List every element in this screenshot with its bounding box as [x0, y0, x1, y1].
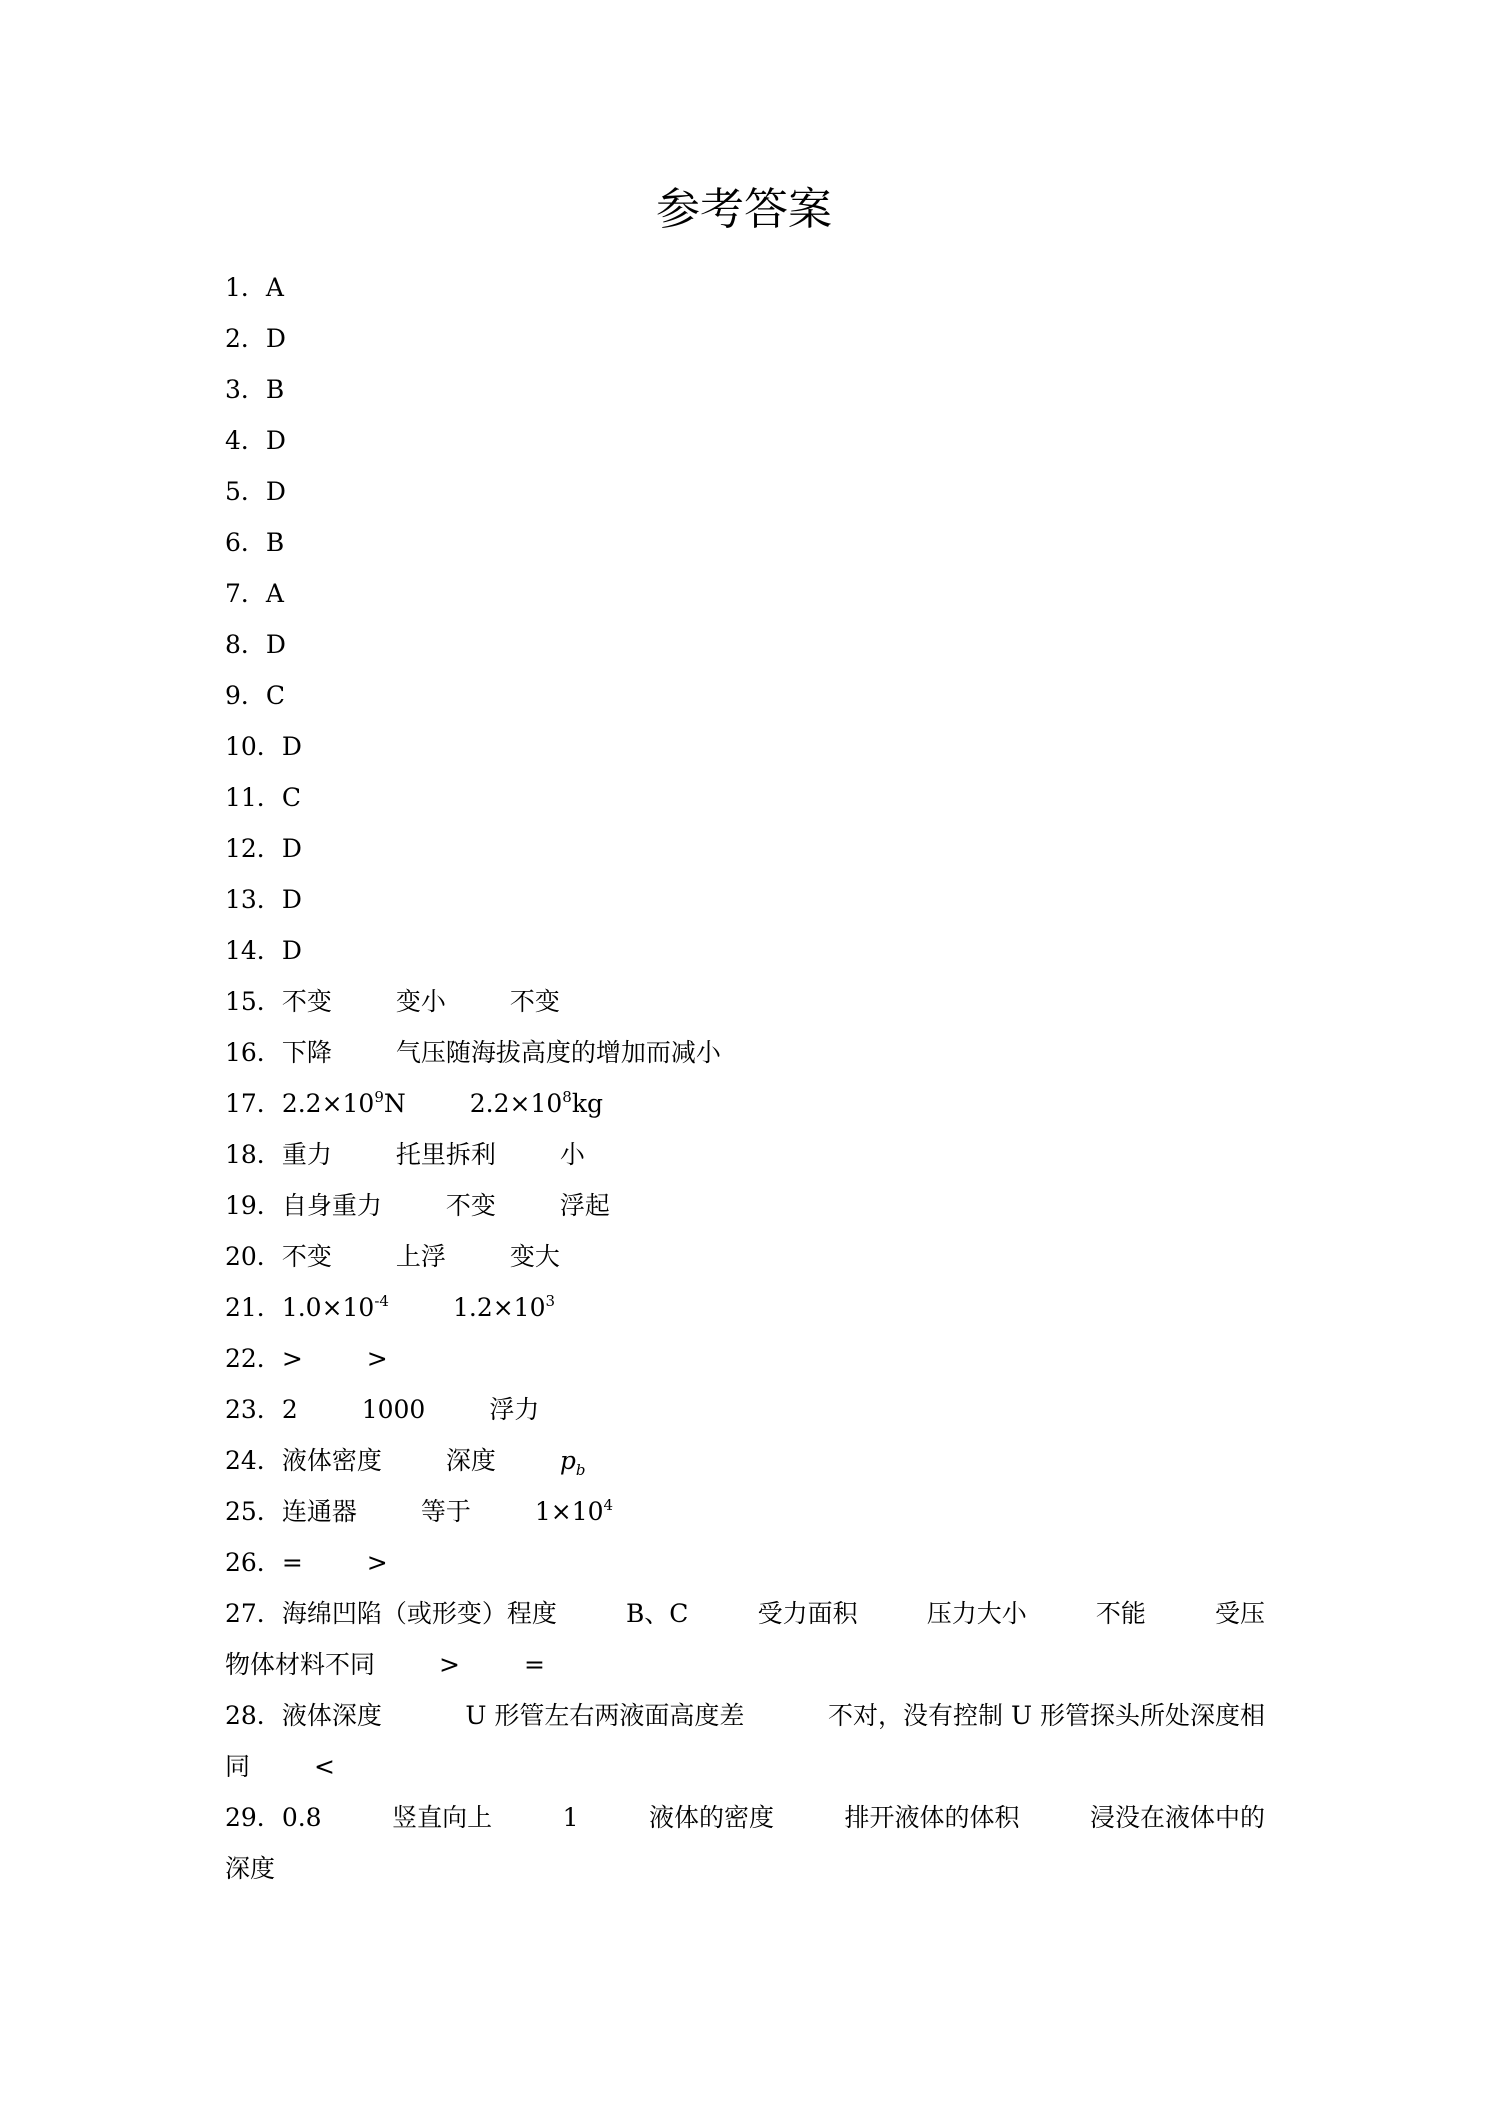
answer-number: 3． — [225, 375, 266, 404]
answer-value: 1000 — [361, 1395, 426, 1424]
answer-number: 17． — [225, 1089, 282, 1118]
answer-value: 连通器 — [281, 1497, 357, 1526]
answer-value: 深度 — [445, 1446, 496, 1475]
answer-15 — [225, 976, 1265, 1027]
answer-value: D — [265, 426, 286, 455]
answer-value: > — [439, 1650, 460, 1679]
answer-26 — [225, 1537, 1265, 1588]
answer-19 — [225, 1180, 1265, 1231]
answer-value: 受压 — [1214, 1599, 1265, 1628]
answer-2 — [225, 313, 1265, 364]
answer-first-segment — [225, 1588, 557, 1639]
answer-value: 托里拆利 — [395, 1140, 496, 1169]
answer-number: 18． — [225, 1140, 282, 1169]
answer-value-base: 1.2×10 — [452, 1293, 546, 1322]
answer-value: B、C — [625, 1599, 689, 1628]
answer-value: 上浮 — [395, 1242, 446, 1271]
answer-value: 液体的密度 — [648, 1803, 774, 1832]
answer-29 — [225, 1792, 1265, 1894]
answer-value-symbol: p — [559, 1446, 576, 1475]
answer-value: 气压随海拔高度的增加而减小 — [395, 1038, 721, 1067]
answer-value-base: 2.2×10 — [281, 1089, 375, 1118]
answer-11 — [225, 772, 1265, 823]
answer-first-segment — [225, 1792, 322, 1843]
answer-22 — [225, 1333, 1265, 1384]
answer-number: 8． — [225, 630, 266, 659]
answer-value: D — [265, 477, 286, 506]
answer-value: 物体材料不同 — [225, 1650, 376, 1679]
answer-number: 13． — [225, 885, 282, 914]
answer-value-base: 2.2×10 — [469, 1089, 563, 1118]
answer-number: 27． — [225, 1599, 282, 1628]
answer-23 — [225, 1384, 1265, 1435]
answer-value: 2 — [281, 1395, 298, 1424]
answer-number: 9． — [225, 681, 266, 710]
answer-value: = — [281, 1548, 303, 1577]
answer-value — [535, 1486, 613, 1537]
answer-number: 7． — [225, 579, 266, 608]
answer-4 — [225, 415, 1265, 466]
answer-value: D — [281, 834, 302, 863]
answer-27 — [225, 1588, 1265, 1690]
answer-value: 同 — [225, 1752, 251, 1781]
answer-value-unit: kg — [571, 1089, 603, 1118]
answer-number: 26． — [225, 1548, 282, 1577]
answer-number: 25． — [225, 1497, 282, 1526]
answer-value-exponent: 4 — [603, 1496, 614, 1514]
answer-value — [453, 1282, 555, 1333]
answer-number: 23． — [225, 1395, 282, 1424]
answer-value-base: 1×10 — [534, 1497, 604, 1526]
answer-value: > — [366, 1548, 388, 1577]
answer-value: A — [265, 273, 284, 302]
answer-value-subscript: b — [575, 1461, 586, 1479]
answer-7 — [225, 568, 1265, 619]
answer-5 — [225, 466, 1265, 517]
answer-value: = — [523, 1650, 545, 1679]
answer-value: 等于 — [420, 1497, 471, 1526]
answer-value: 0.8 — [281, 1803, 322, 1832]
answer-value: 小 — [559, 1140, 585, 1169]
answer-value: 不对，没有控制 U 形管探头所处深度相 — [828, 1701, 1265, 1730]
answer-value — [282, 1282, 389, 1333]
answer-number: 21． — [225, 1293, 282, 1322]
answer-17 — [225, 1078, 1265, 1129]
answer-number: 22． — [225, 1344, 282, 1373]
answer-1 — [225, 262, 1265, 313]
answer-number: 5． — [225, 477, 266, 506]
answer-value: 1 — [562, 1803, 579, 1832]
answer-value: 竖直向上 — [392, 1803, 493, 1832]
answer-21 — [225, 1282, 1265, 1333]
answer-value — [560, 1435, 586, 1486]
answer-first-segment — [225, 1690, 382, 1741]
answer-value: 液体深度 — [281, 1701, 382, 1730]
answer-number: 2． — [225, 324, 266, 353]
answer-value: 排开液体的体积 — [844, 1803, 1020, 1832]
answer-value: > — [366, 1344, 388, 1373]
answer-value: D — [281, 936, 302, 965]
answer-value-unit: N — [383, 1089, 406, 1118]
answer-20 — [225, 1231, 1265, 1282]
answer-18 — [225, 1129, 1265, 1180]
answer-number: 15． — [225, 987, 282, 1016]
answer-value: 液体密度 — [281, 1446, 382, 1475]
answer-value: 变小 — [395, 987, 446, 1016]
answer-8 — [225, 619, 1265, 670]
answer-value: 不变 — [509, 987, 560, 1016]
answer-value: 浮力 — [489, 1395, 540, 1424]
answer-value: 受力面积 — [757, 1599, 858, 1628]
answer-line — [225, 1588, 1265, 1639]
answer-value: 压力大小 — [926, 1599, 1027, 1628]
answer-line — [225, 1741, 1265, 1792]
answer-number: 10． — [225, 732, 282, 761]
answer-14 — [225, 925, 1265, 976]
answer-number: 19． — [225, 1191, 282, 1220]
answer-3 — [225, 364, 1265, 415]
answer-value-exponent: 9 — [374, 1088, 384, 1106]
answer-value: < — [314, 1752, 335, 1781]
answer-value-base: 1.0×10 — [281, 1293, 375, 1322]
answer-9 — [225, 670, 1265, 721]
answer-number: 6． — [225, 528, 266, 557]
answer-value: D — [281, 885, 302, 914]
answer-value: 不变 — [281, 1242, 332, 1271]
answer-value-exponent: 8 — [562, 1088, 572, 1106]
answer-value: U 形管左右两液面高度差 — [465, 1701, 745, 1730]
answer-25 — [225, 1486, 1265, 1537]
answer-number: 14． — [225, 936, 282, 965]
answer-value: B — [265, 375, 285, 404]
answer-number: 28． — [225, 1701, 282, 1730]
answer-16 — [225, 1027, 1265, 1078]
answer-value: C — [265, 681, 286, 710]
answer-6 — [225, 517, 1265, 568]
answer-value: 浸没在液体中的 — [1089, 1803, 1265, 1832]
answer-value: 不能 — [1095, 1599, 1146, 1628]
answer-value: D — [281, 732, 302, 761]
answer-number: 20． — [225, 1242, 282, 1271]
answer-number: 16． — [225, 1038, 282, 1067]
page-title: 参考答案 — [656, 184, 832, 235]
answer-list — [225, 262, 1265, 1894]
answer-13 — [225, 874, 1265, 925]
answer-value: C — [281, 783, 301, 812]
answer-value-exponent: 3 — [545, 1292, 556, 1310]
answer-value — [470, 1078, 603, 1129]
answer-value: 下降 — [281, 1038, 332, 1067]
answer-value-exponent: -4 — [374, 1292, 389, 1310]
answer-value: 不变 — [445, 1191, 496, 1220]
answer-line — [225, 1639, 1265, 1690]
answer-value: A — [265, 579, 284, 608]
answer-value: 浮起 — [559, 1191, 610, 1220]
answer-24 — [225, 1435, 1265, 1486]
answer-number: 29． — [225, 1803, 282, 1832]
answer-value — [282, 1078, 406, 1129]
answer-28 — [225, 1690, 1265, 1792]
answer-value: 变大 — [509, 1242, 560, 1271]
answer-10 — [225, 721, 1265, 772]
answer-number: 11． — [225, 783, 282, 812]
answer-12 — [225, 823, 1265, 874]
answer-value: D — [265, 630, 286, 659]
answer-number: 1． — [225, 273, 266, 302]
answer-number: 24． — [225, 1446, 282, 1475]
answer-value: 重力 — [281, 1140, 332, 1169]
answer-line — [225, 1690, 1265, 1741]
answer-value: 海绵凹陷（或形变）程度 — [281, 1599, 557, 1628]
answer-number: 12． — [225, 834, 282, 863]
answer-value: 不变 — [281, 987, 332, 1016]
answer-line — [225, 1843, 1265, 1894]
answer-number: 4． — [225, 426, 266, 455]
answer-value: D — [265, 324, 286, 353]
answer-value: > — [281, 1344, 303, 1373]
answer-value: B — [265, 528, 285, 557]
answer-value: 深度 — [225, 1854, 276, 1883]
answer-value: 自身重力 — [281, 1191, 382, 1220]
answer-line — [225, 1792, 1265, 1843]
